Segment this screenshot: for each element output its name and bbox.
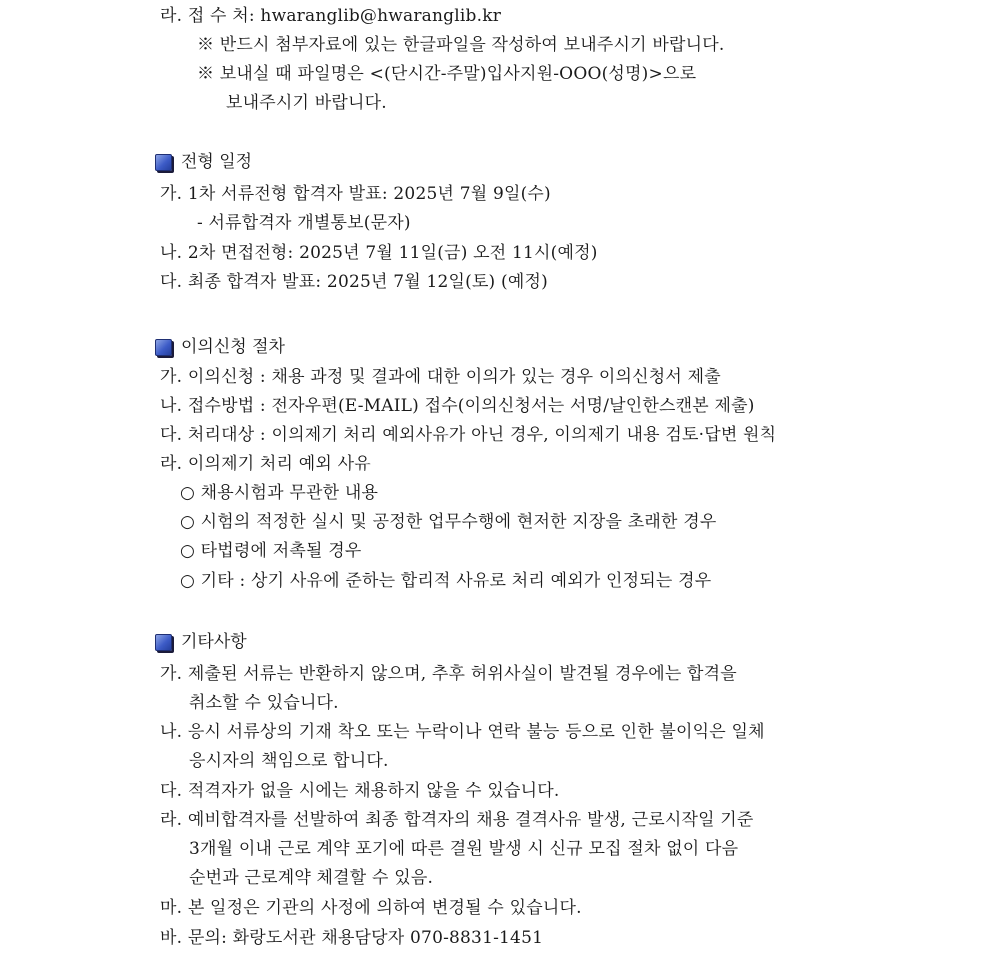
other-item: 나. 응시 서류상의 기재 착오 또는 누락이나 연락 불능 등으로 인한 불이익은 일체 [160,722,765,742]
objection-item: 가. 이의신청 : 채용 과정 및 결과에 대한 이의가 있는 경우 이의신청서 제출 [160,367,721,387]
other-item: 마. 본 일정은 기관의 사정에 의하여 변경될 수 있습니다. [160,898,582,918]
schedule-item: 가. 1차 서류전형 합격자 발표: 2025년 7월 9일(수) [160,184,551,204]
other-item: 라. 예비합격자를 선발하여 최종 합격자의 채용 결격사유 발생, 근로시작일 기준 [160,810,754,830]
objection-item: 다. 처리대상 : 이의제기 처리 예외사유가 아닌 경우, 이의제기 내용 검토·답변 원칙 [160,425,777,445]
receipt-note-filename-cont: 보내주시기 바랍니다. [226,93,387,113]
square-bullet-icon [155,339,172,356]
receipt-address-line: 라. 접 수 처: hwaranglib@hwaranglib.kr [160,6,502,26]
other-item-cont: 3개월 이내 근로 계약 포기에 따른 결원 발생 시 신규 모집 절차 없이 다음 [189,839,739,859]
objection-exception-item: ○ 채용시험과 무관한 내용 [180,483,379,503]
section-heading-other [155,632,247,652]
objection-exception-item: ○ 타법령에 저촉될 경우 [180,541,362,561]
square-bullet-icon [155,154,172,171]
section-title: 이의신청 절차 [181,337,285,357]
objection-exception-item: ○ 시험의 적정한 실시 및 공정한 업무수행에 현저한 지장을 초래한 경우 [180,512,717,532]
contact-line: 바. 문의: 화랑도서관 채용담당자 070-8831-1451 [160,928,544,948]
receipt-note-attachment: ※ 반드시 첨부자료에 있는 한글파일을 작성하여 보내주시기 바랍니다. [197,35,725,55]
square-bullet-icon [155,634,172,651]
receipt-note-filename: ※ 보내실 때 파일명은 <(단시간-주말)입사지원-OOO(성명)>으로 [197,64,697,84]
other-item-cont: 순번과 근로계약 체결할 수 있음. [189,868,434,888]
other-item-cont: 응시자의 책임으로 합니다. [189,751,389,771]
other-item: 가. 제출된 서류는 반환하지 않으며, 추후 허위사실이 발견될 경우에는 합격을 [160,664,737,684]
schedule-subitem: - 서류합격자 개별통보(문자) [197,213,411,233]
objection-exception-item: ○ 기타 : 상기 사유에 준하는 합리적 사유로 처리 예외가 인정되는 경우 [180,571,712,591]
other-item: 다. 적격자가 없을 시에는 채용하지 않을 수 있습니다. [160,781,560,801]
objection-item: 나. 접수방법 : 전자우편(E-MAIL) 접수(이의신청서는 서명/날인한스캔본 제출) [160,396,755,416]
schedule-item: 다. 최종 합격자 발표: 2025년 7월 12일(토) (예정) [160,272,548,292]
section-title: 전형 일정 [181,152,253,172]
section-heading-objection [155,337,285,357]
objection-item: 라. 이의제기 처리 예외 사유 [160,454,371,474]
section-title: 기타사항 [181,632,247,652]
section-heading-schedule [155,152,252,172]
other-item-cont: 취소할 수 있습니다. [189,693,339,713]
schedule-item: 나. 2차 면접전형: 2025년 7월 11일(금) 오전 11시(예정) [160,243,598,263]
